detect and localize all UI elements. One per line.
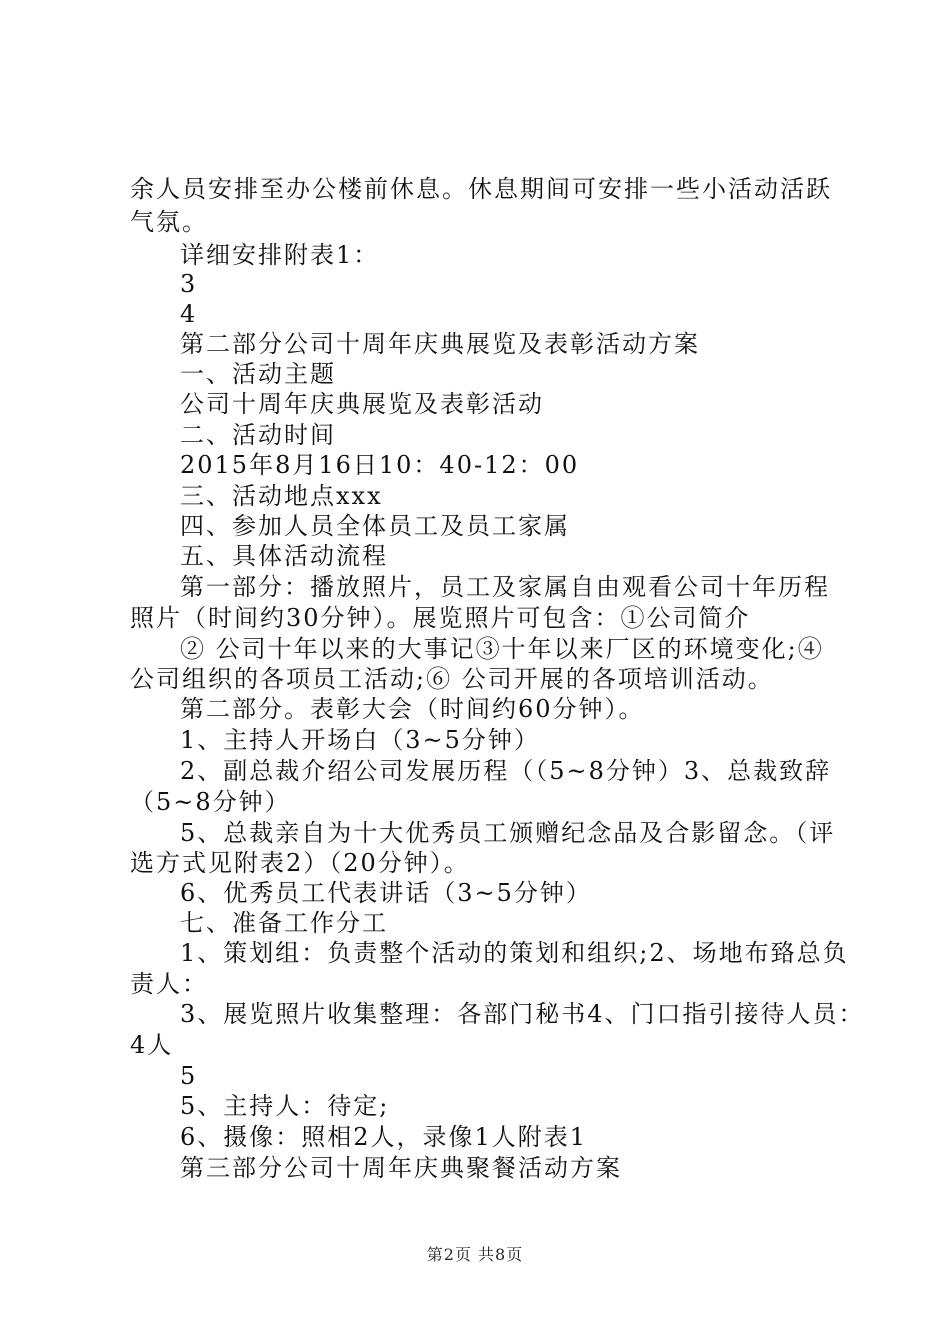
text-line: 第二部分。表彰大会（时间约60分钟）。: [180, 695, 645, 723]
list-item: 3、展览照片收集整理：各部门秘书4、门口指引接待人员：: [180, 1000, 865, 1028]
text-line: ② 公司十年以来的大事记③十年以来厂区的环境变化;④: [180, 635, 824, 663]
text-line: （5~8分钟）: [130, 788, 291, 816]
subheading: 三、活动地点xxx: [180, 482, 383, 510]
text-line: 3: [180, 270, 198, 298]
subheading: 五、具体活动流程: [180, 542, 388, 570]
page-footer: 第2页 共8页: [426, 1245, 524, 1264]
list-item: 1、主持人开场白（3~5分钟）: [180, 726, 540, 754]
subheading: 二、活动时间: [180, 421, 336, 449]
list-item: 5、主持人：待定;: [180, 1092, 390, 1120]
text-line: 选方式见附表2）（20分钟）。: [130, 849, 470, 877]
text-line: 照片（时间约30分钟）。展览照片可包含：①公司简介: [130, 604, 751, 632]
text-line: 4: [180, 300, 198, 328]
text-line: 气氛。: [130, 208, 208, 236]
text-line: 2015年8月16日10：40-12：00: [180, 451, 580, 479]
text-line: 4人: [130, 1031, 174, 1059]
text-line: 5: [180, 1062, 198, 1090]
list-item: 6、优秀员工代表讲话（3~5分钟）: [180, 879, 592, 907]
list-item: 5、总裁亲自为十大优秀员工颁赠纪念品及合影留念。（评: [180, 819, 836, 847]
text-line: 第一部分：播放照片，员工及家属自由观看公司十年历程: [180, 573, 830, 601]
section-heading: 第三部分公司十周年庆典聚餐活动方案: [180, 1154, 622, 1182]
list-item: 2、副总裁介绍公司发展历程（（5~8分钟）3、总裁致辞: [180, 757, 832, 785]
list-item: 6、摄像：照相2人，录像1人附表1: [180, 1123, 588, 1151]
section-heading: 第二部分公司十周年庆典展览及表彰活动方案: [180, 330, 700, 358]
text-line: 详细安排附表1：: [180, 241, 380, 269]
subheading: 七、准备工作分工: [180, 909, 388, 937]
subheading: 四、参加人员全体员工及员工家属: [180, 512, 570, 540]
list-item: 1、策划组：负责整个活动的策划和组织;2、场地布臵总负: [180, 939, 849, 967]
subheading: 一、活动主题: [180, 360, 336, 388]
text-line: 余人员安排至办公楼前休息。休息期间可安排一些小活动活跃: [130, 175, 832, 203]
text-line: 公司组织的各项员工活动;⑥ 公司开展的各项培训活动。: [130, 665, 774, 693]
text-line: 公司十周年庆典展览及表彰活动: [180, 390, 544, 418]
text-line: 责人：: [130, 970, 208, 998]
